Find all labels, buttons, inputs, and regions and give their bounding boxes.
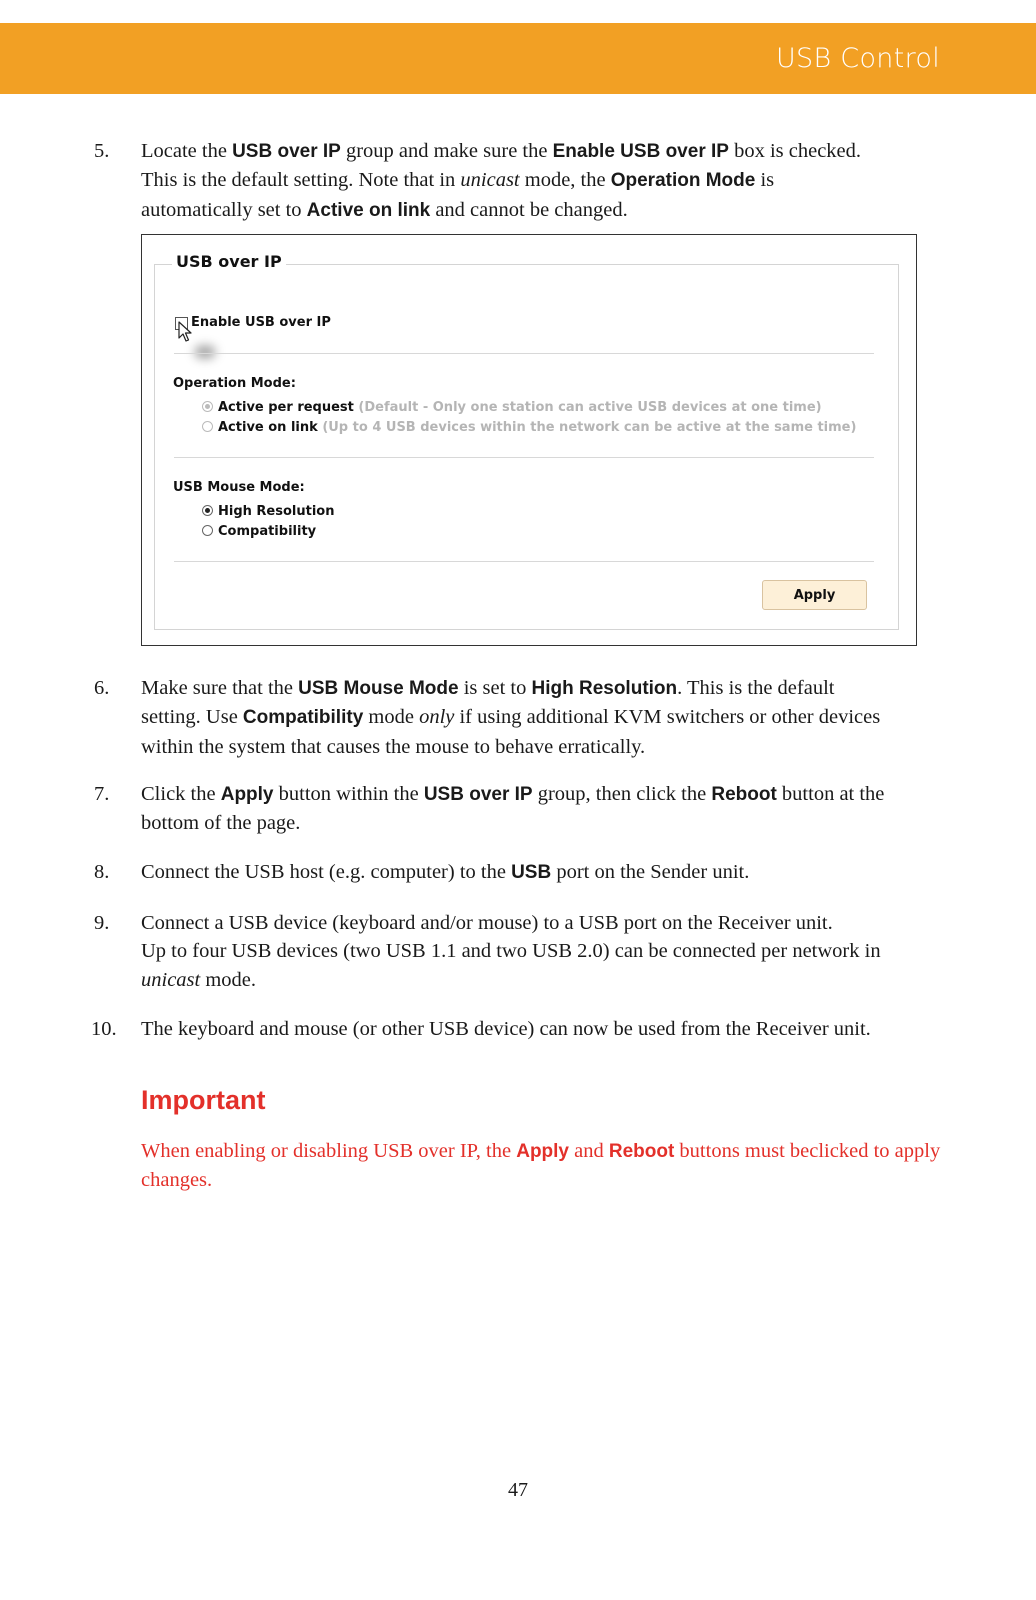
text-run: This is the default setting. Note that in — [141, 169, 461, 192]
radio-active-per-request[interactable] — [202, 401, 213, 412]
active-per-request-option — [218, 400, 822, 415]
text-run: is set to — [458, 677, 532, 699]
text-run: Connect the USB host (e.g. computer) to the — [141, 861, 512, 883]
step-text — [141, 780, 941, 838]
step-text — [141, 909, 941, 994]
step-number: 6. — [94, 677, 110, 699]
cursor-shadow — [194, 345, 216, 359]
step-number: 5. — [94, 140, 110, 162]
text-line — [141, 703, 941, 732]
text-run: . This is the default — [677, 677, 835, 699]
text-line — [141, 1140, 809, 1162]
text-line — [141, 809, 941, 837]
enable-usb-over-ip-label: Enable USB over IP — [191, 315, 331, 330]
text-run: mode — [363, 706, 420, 729]
divider — [174, 353, 874, 354]
bold-term: Apply — [220, 784, 274, 805]
bold-term: Compatibility — [242, 707, 364, 729]
divider — [174, 457, 874, 458]
text-run: buttons must be — [674, 1140, 810, 1162]
text-run: button at the — [776, 783, 885, 805]
italic-term: only — [419, 706, 455, 729]
usb-over-ip-screenshot — [141, 234, 917, 646]
active-on-link-option — [218, 420, 856, 435]
bold-term: Reboot — [711, 784, 777, 805]
step-text — [141, 858, 941, 887]
text-run: is — [755, 169, 775, 192]
high-resolution-option: High Resolution — [218, 504, 335, 519]
option-label: Active per request — [218, 400, 354, 415]
text-line — [141, 1015, 941, 1043]
radio-high-resolution[interactable] — [202, 505, 213, 516]
bold-term: USB Mouse Mode — [298, 678, 459, 699]
bold-term: Reboot — [608, 1141, 675, 1162]
text-run: Click the — [141, 783, 221, 805]
text-run: Up to four USB devices (two USB 1.1 and two USB 2.0) can be connected per network in — [141, 940, 881, 963]
text-run: Make sure that the — [141, 677, 299, 699]
text-line — [141, 780, 941, 809]
text-run: box is checked. — [728, 140, 862, 162]
text-run: automatically set to — [141, 198, 307, 221]
important-heading: Important — [141, 1085, 266, 1115]
bold-term: USB — [511, 862, 552, 883]
text-run: and cannot be changed. — [430, 198, 628, 221]
bold-term: Operation Mode — [610, 170, 756, 192]
operation-mode-label: Operation Mode: — [173, 376, 296, 391]
radio-compatibility[interactable] — [202, 525, 213, 536]
compatibility-option: Compatibility — [218, 524, 317, 539]
page-number: 47 — [508, 1479, 528, 1501]
text-run: mode, the — [519, 169, 611, 192]
bold-term: Active on link — [306, 199, 431, 221]
text-run: and — [569, 1140, 609, 1162]
text-line — [141, 674, 941, 703]
text-run: When enabling or disabling USB over IP, the — [141, 1140, 517, 1162]
bold-term: High Resolution — [531, 678, 678, 699]
text-run: clicked to apply changes. — [141, 1140, 941, 1191]
text-run: bottom of the page. — [141, 812, 301, 835]
text-run: mode. — [200, 968, 257, 991]
text-run: Connect a USB device (keyboard and/or mouse) to a USB port on the Receiver unit. — [141, 912, 833, 934]
option-description: (Default - Only one station can active USB devices at one time) — [358, 400, 822, 415]
italic-term: unicast — [460, 169, 520, 192]
step-text — [141, 674, 941, 761]
text-run: The keyboard and mouse (or other USB device) can now be used from the Receiver unit. — [141, 1018, 871, 1040]
step-number: 10. — [91, 1018, 117, 1040]
bold-term: Apply — [516, 1141, 569, 1162]
step-number: 9. — [94, 912, 110, 934]
text-line — [141, 733, 941, 761]
text-run: within the system that causes the mouse to behave erratically. — [141, 735, 646, 758]
text-run: button within the — [273, 783, 424, 805]
text-run: setting. Use — [141, 706, 243, 729]
text-run: port on the Sender unit. — [551, 861, 750, 883]
step-number: 7. — [94, 783, 110, 805]
apply-button[interactable]: Apply — [762, 580, 867, 610]
important-text — [141, 1137, 941, 1195]
section-title: USB Control — [775, 43, 940, 74]
divider — [174, 561, 874, 562]
option-label: Active on link — [218, 420, 318, 435]
text-run: group, then click the — [532, 783, 712, 805]
text-run: group and make sure the — [340, 140, 553, 162]
fieldset-legend: USB over IP — [172, 252, 286, 271]
text-line — [141, 858, 941, 887]
italic-term: unicast — [141, 968, 201, 991]
bold-term: Enable USB over IP — [552, 141, 729, 162]
step-text — [141, 1015, 941, 1043]
text-line — [141, 166, 941, 195]
text-run: Locate the — [141, 140, 233, 162]
text-line — [141, 966, 941, 994]
page-header — [0, 23, 1036, 94]
step-text — [141, 137, 941, 225]
text-run: if using additional KVM switchers or other devices — [454, 706, 881, 729]
text-line — [141, 909, 941, 937]
text-line — [141, 937, 941, 965]
option-description: (Up to 4 USB devices within the network can be active at the same time) — [322, 420, 857, 435]
step-number: 8. — [94, 861, 110, 883]
bold-term: USB over IP — [232, 141, 341, 162]
bold-term: USB over IP — [423, 784, 533, 805]
usb-mouse-mode-label: USB Mouse Mode: — [173, 480, 305, 495]
radio-active-on-link[interactable] — [202, 421, 213, 432]
text-line — [141, 137, 941, 166]
text-line — [141, 196, 941, 225]
